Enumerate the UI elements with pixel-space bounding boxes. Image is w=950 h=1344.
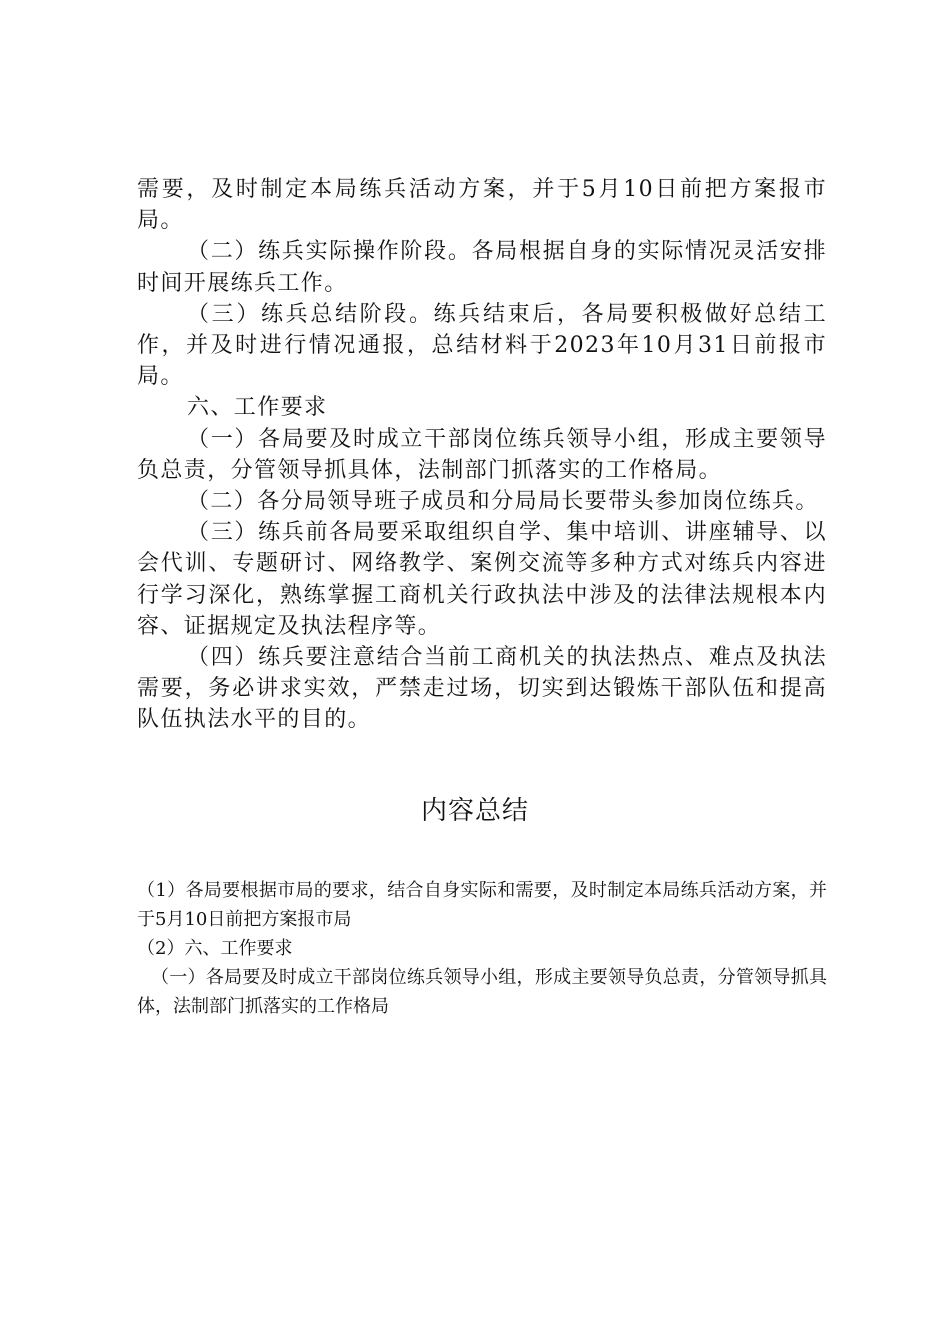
- body-paragraph: 需要，及时制定本局练兵活动方案，并于5月10日前把方案报市局。: [137, 177, 827, 234]
- section-heading: 六、工作要求: [187, 395, 328, 421]
- body-paragraph: （二）练兵实际操作阶段。各局根据自身的实际情况灵活安排时间开展练兵工作。: [137, 239, 827, 296]
- body-paragraph: （二）各分局领导班子成员和分局局长要带头参加岗位练兵。: [187, 489, 819, 515]
- body-paragraph: （四）练兵要注意结合当前工商机关的执法热点、难点及执法需要，务必讲求实效，严禁走过场，切实到达锻炼干部队伍和提高队伍执法水平的目的。: [137, 645, 827, 733]
- summary-item: （1）各局要根据市局的要求，结合自身实际和需要，及时制定本局练兵活动方案，并于5月10日前把方案报市局: [137, 880, 827, 930]
- summary-item: （一）各局要及时成立干部岗位练兵领导小组，形成主要领导负总责，分管领导抓具体，法制部门抓落实的工作格局: [137, 967, 827, 1017]
- body-paragraph: （三）练兵总结阶段。练兵结束后，各局要积极做好总结工作，并及时进行情况通报，总结材料于2023年10月31日前报市局。: [137, 301, 827, 390]
- summary-list: [137, 876, 827, 1021]
- summary-item: （2）六、工作要求: [137, 938, 293, 959]
- body-paragraph: （三）练兵前各局要采取组织自学、集中培训、讲座辅导、以会代训、专题研讨、网络教学、案例交流等多种方式对练兵内容进行学习深化，熟练掌握工商机关行政执法中涉及的法律法规根本内容、证据规定及执法程序等。: [137, 520, 827, 639]
- document-body: [137, 174, 827, 736]
- body-paragraph: （一）各局要及时成立干部岗位练兵领导小组，形成主要领导负总责，分管领导抓具体，法制部门抓落实的工作格局。: [137, 426, 827, 483]
- summary-title: 内容总结: [420, 796, 529, 826]
